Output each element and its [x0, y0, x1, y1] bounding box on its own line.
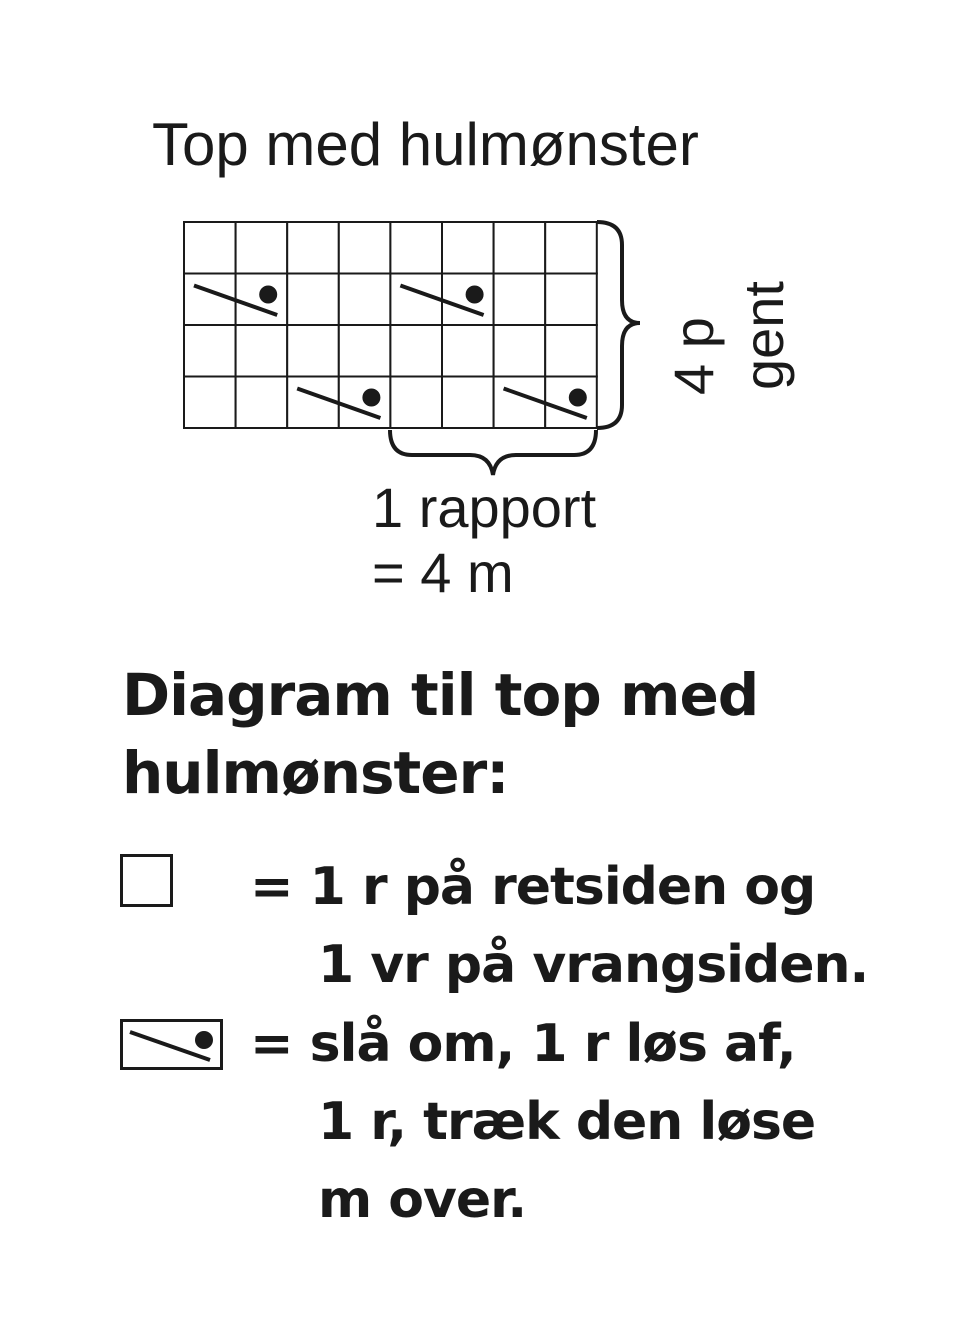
chart-cell [184, 377, 236, 429]
legend-item-yarn-over-line2: 1 r, træk den løse [318, 1092, 816, 1152]
chart-cell [287, 222, 339, 274]
chart-cell [236, 325, 288, 377]
symbol-dot [466, 286, 484, 304]
legend-item-plain-line1: = 1 r på retsiden og [250, 857, 816, 917]
chart-cell [545, 222, 597, 274]
chart-cell [494, 325, 546, 377]
chart-cell [390, 377, 442, 429]
symbol-dot [362, 389, 380, 407]
chart-cell [184, 325, 236, 377]
symbol-dot [569, 389, 587, 407]
symbol-dot [259, 286, 277, 304]
chart-grid [184, 222, 597, 428]
legend-item-yarn-over-line3: m over. [318, 1170, 527, 1230]
repeat-brace [390, 430, 596, 475]
chart-cell [339, 325, 391, 377]
chart-cell [390, 325, 442, 377]
chart-title: Top med hulmønster [152, 111, 699, 178]
legend-title-line1: Diagram til top med [122, 661, 759, 729]
rows-sublabel: gent [732, 281, 795, 390]
legend-title-line2: hulmønster: [122, 739, 509, 807]
repeat-label: 1 rapport [372, 476, 597, 539]
legend-item-yarn-over-line1: = slå om, 1 r løs af, [250, 1014, 796, 1074]
empty-square-icon [120, 854, 174, 908]
rows-label: 4 p [662, 317, 725, 395]
chart-cell [184, 222, 236, 274]
chart-cell [339, 222, 391, 274]
chart-cell [339, 274, 391, 326]
chart-cell [236, 377, 288, 429]
rows-brace [597, 222, 640, 428]
chart-cell [545, 274, 597, 326]
chart-cell [287, 325, 339, 377]
chart-cell [442, 325, 494, 377]
chart-cell [442, 222, 494, 274]
chart-cell [494, 222, 546, 274]
chart-cell [545, 325, 597, 377]
chart-cell [236, 222, 288, 274]
repeat-stitch-count: = 4 m [372, 541, 514, 604]
yarn-over-decrease-icon [120, 1019, 224, 1071]
chart-cell [287, 274, 339, 326]
chart-cell [494, 274, 546, 326]
legend-title [122, 656, 758, 812]
chart-cell [390, 222, 442, 274]
legend-item-plain-line2: 1 vr på vrangsiden. [318, 935, 869, 995]
chart-cell [442, 377, 494, 429]
